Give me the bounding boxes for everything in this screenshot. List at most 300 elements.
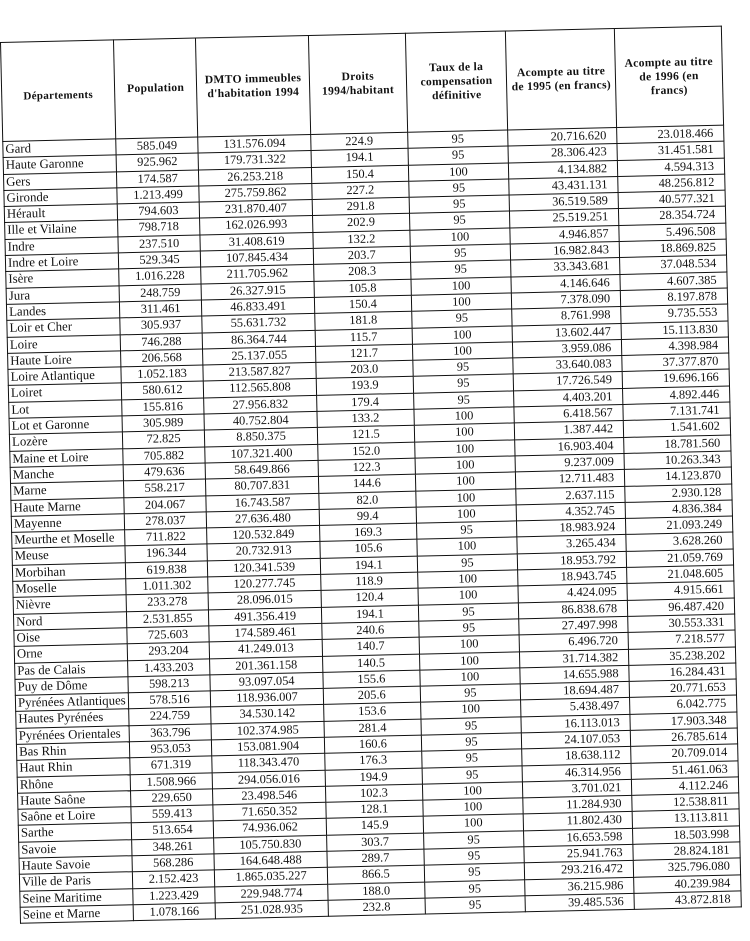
taux-cell: 100 — [412, 342, 513, 361]
table-header-row — [1, 26, 724, 141]
acompte-1996-cell: 51.461.063 — [631, 761, 738, 780]
droits-cell: 179.4 — [317, 393, 414, 411]
acompte-1995-cell: 28.306.423 — [508, 144, 617, 163]
taux-cell: 100 — [419, 651, 520, 670]
population-cell: 72.825 — [122, 430, 205, 448]
droits-cell: 240.6 — [322, 621, 419, 639]
dmto-cell: 229.948.774 — [215, 884, 328, 903]
departement-name: Hérault — [4, 204, 117, 223]
droits-cell: 115.7 — [315, 328, 412, 346]
acompte-1995-cell: 4.134.882 — [509, 160, 618, 179]
population-cell: 580.612 — [121, 381, 204, 399]
acompte-1995-cell: 6.418.567 — [514, 405, 623, 424]
departement-name: Nord — [13, 611, 126, 630]
departement-name: Orne — [14, 644, 127, 663]
droits-cell: 176.3 — [325, 751, 422, 769]
taux-cell: 95 — [407, 130, 508, 149]
dmto-cell: 26.327.915 — [201, 281, 314, 300]
acompte-1996-cell: 15.113.830 — [621, 321, 728, 340]
acompte-1996-cell: 6.042.775 — [630, 695, 737, 714]
acompte-1995-cell: 24.107.053 — [522, 730, 631, 749]
acompte-1995-cell: 8.761.998 — [512, 307, 621, 326]
acompte-1996-cell: 43.872.818 — [634, 891, 741, 910]
taux-cell: 100 — [423, 814, 524, 833]
departement-name: Meurthe et Moselle — [12, 530, 125, 549]
dmto-cell: 211.705.962 — [201, 265, 314, 284]
acompte-1995-cell: 16.982.843 — [510, 242, 619, 261]
acompte-1996-cell: 13.113.811 — [632, 809, 739, 828]
header-dmto: DMTO immeubles d'habitation 1994 — [196, 35, 311, 137]
droits-cell: 120.4 — [321, 588, 418, 606]
header-population: Population — [113, 38, 197, 139]
population-cell: 953.053 — [129, 740, 212, 758]
population-cell: 479.636 — [123, 463, 206, 481]
acompte-1995-cell: 18.953.792 — [518, 551, 627, 570]
droits-cell: 105.6 — [320, 540, 417, 558]
taux-cell: 100 — [414, 423, 515, 442]
acompte-1995-cell: 14.655.988 — [520, 665, 629, 684]
taux-cell: 100 — [411, 277, 512, 296]
acompte-1995-cell: 4.424.095 — [518, 584, 627, 603]
dmto-cell: 107.845.434 — [200, 249, 313, 268]
acompte-1996-cell: 5.496.508 — [619, 223, 726, 242]
droits-cell: 303.7 — [327, 833, 424, 851]
departement-name: Gers — [3, 171, 116, 190]
taux-cell: 95 — [423, 831, 524, 850]
acompte-1995-cell: 18.983.924 — [517, 519, 626, 538]
taux-cell: 100 — [408, 163, 509, 182]
departement-name: Isère — [6, 269, 119, 288]
dmto-cell: 8.850.375 — [204, 428, 317, 447]
droits-cell: 150.4 — [312, 165, 409, 183]
taux-cell: 100 — [417, 537, 518, 556]
acompte-1996-cell: 21.093.249 — [626, 516, 733, 535]
taux-cell: 95 — [408, 146, 509, 165]
taux-cell: 95 — [424, 863, 525, 882]
acompte-1996-cell: 3.628.260 — [626, 532, 733, 551]
taux-cell: 100 — [411, 293, 512, 312]
header-droits: Droits 1994/habitant — [309, 33, 408, 134]
acompte-1996-cell: 40.577.321 — [618, 190, 725, 209]
departement-name: Ville de Paris — [19, 872, 132, 891]
acompte-1995-cell: 36.519.589 — [509, 193, 618, 212]
acompte-1996-cell: 21.059.769 — [626, 549, 733, 568]
acompte-1995-cell: 33.343.681 — [511, 258, 620, 277]
population-cell: 224.759 — [129, 707, 212, 725]
departement-name: Gironde — [4, 188, 117, 207]
droits-cell: 169.3 — [320, 523, 417, 541]
droits-cell: 150.4 — [314, 295, 411, 313]
dmto-cell: 105.750.830 — [214, 835, 327, 854]
acompte-1996-cell: 16.284.431 — [629, 663, 736, 682]
acompte-1996-cell: 4.112.246 — [632, 777, 739, 796]
departement-name: Savoie — [19, 839, 132, 858]
acompte-1996-cell: 21.048.605 — [627, 565, 734, 584]
acompte-1995-cell: 4.352.745 — [516, 502, 625, 521]
dmto-cell: 55.631.732 — [202, 314, 315, 333]
taux-cell: 95 — [413, 391, 514, 410]
taux-cell: 95 — [409, 195, 510, 214]
departement-name: Haute Savoie — [19, 856, 132, 875]
acompte-1996-cell: 30.553.331 — [628, 614, 735, 633]
acompte-1995-cell: 1.387.442 — [515, 421, 624, 440]
population-cell: 155.816 — [122, 398, 205, 416]
population-cell: 619.838 — [125, 561, 208, 579]
departement-name: Haut Rhin — [17, 758, 130, 777]
taux-cell: 100 — [416, 505, 517, 524]
droits-cell: 281.4 — [324, 719, 421, 737]
dmto-cell: 27.636.480 — [206, 509, 319, 528]
droits-cell: 181.8 — [315, 312, 412, 330]
header-acompte-1996: Acompte au titre de 1996 (en francs) — [614, 26, 723, 127]
population-cell: 363.796 — [129, 724, 212, 742]
acompte-1995-cell: 4.403.201 — [514, 388, 623, 407]
departement-name: Saône et Loire — [18, 807, 131, 826]
dmto-cell: 162.026.993 — [200, 216, 313, 235]
dmto-cell: 153.081.904 — [212, 737, 325, 756]
droits-cell: 227.2 — [312, 181, 409, 199]
dmto-cell: 102.374.985 — [211, 721, 324, 740]
departement-name: Maine et Loire — [10, 448, 123, 467]
dmto-cell: 118.343.470 — [212, 754, 325, 773]
acompte-1995-cell: 25.941.763 — [524, 844, 633, 863]
header-taux: Taux de la compensation définitive — [405, 31, 508, 132]
departement-name: Hautes Pyrénées — [16, 709, 129, 728]
acompte-1996-cell: 18.781.560 — [624, 435, 731, 454]
departement-name: Rhône — [17, 774, 130, 793]
droits-cell: 105.8 — [314, 279, 411, 297]
acompte-1995-cell: 18.694.487 — [520, 681, 629, 700]
population-cell: 705.882 — [123, 447, 206, 465]
dmto-cell: 174.589.461 — [209, 623, 322, 642]
acompte-1995-cell: 5.438.497 — [521, 698, 630, 717]
acompte-1996-cell: 4.892.446 — [623, 386, 730, 405]
acompte-1995-cell: 20.716.620 — [508, 128, 617, 147]
taux-cell: 95 — [413, 374, 514, 393]
population-cell: 293.204 — [127, 642, 210, 660]
droits-cell: 208.3 — [314, 263, 411, 281]
droits-cell: 194.1 — [311, 149, 408, 167]
departement-name: Sarthe — [18, 823, 131, 842]
taux-cell: 95 — [416, 521, 517, 540]
dmto-cell: 1.865.035.227 — [214, 868, 327, 887]
droits-cell: 160.6 — [324, 735, 421, 753]
acompte-1996-cell: 40.239.984 — [634, 875, 741, 894]
dmto-cell: 213.587.827 — [203, 363, 316, 382]
acompte-1996-cell: 48.256.812 — [618, 174, 725, 193]
acompte-1995-cell: 27.497.998 — [519, 616, 628, 635]
dmto-cell: 179.731.322 — [198, 151, 311, 170]
acompte-1996-cell: 26.785.614 — [630, 728, 737, 747]
acompte-1996-cell: 28.824.181 — [633, 842, 740, 861]
dmto-cell: 34.530.142 — [211, 705, 324, 724]
acompte-1996-cell: 17.903.348 — [630, 712, 737, 731]
dmto-cell: 120.277.745 — [208, 574, 321, 593]
droits-cell: 153.6 — [324, 703, 421, 721]
acompte-1995-cell: 36.215.986 — [525, 877, 634, 896]
population-cell: 233.278 — [126, 593, 209, 611]
droits-cell: 203.7 — [313, 246, 410, 264]
taux-cell: 100 — [417, 570, 518, 589]
departement-name: Pas de Calais — [15, 660, 128, 679]
population-cell: 568.286 — [132, 854, 215, 872]
taux-cell: 95 — [421, 733, 522, 752]
droits-cell: 133.2 — [317, 409, 414, 427]
population-cell: 1.016.228 — [119, 267, 202, 285]
droits-cell: 232.8 — [328, 898, 425, 916]
dmto-cell: 25.137.055 — [203, 346, 316, 365]
population-cell: 206.568 — [121, 349, 204, 367]
acompte-1996-cell: 325.796.080 — [633, 858, 740, 877]
acompte-1995-cell: 3.959.086 — [513, 339, 622, 358]
dmto-cell: 201.361.158 — [210, 656, 323, 675]
acompte-1996-cell: 35.238.202 — [629, 646, 736, 665]
population-cell: 1.508.966 — [130, 772, 213, 790]
acompte-1996-cell: 2.930.128 — [625, 484, 732, 503]
population-cell: 2.531.855 — [126, 610, 209, 628]
departement-name: Oise — [14, 628, 127, 647]
acompte-1996-cell: 4.915.661 — [627, 581, 734, 600]
droits-cell: 82.0 — [319, 491, 416, 509]
departement-name: Loiret — [8, 383, 121, 402]
taux-cell: 95 — [424, 847, 525, 866]
dmto-cell: 120.341.539 — [207, 558, 320, 577]
dmto-cell: 74.936.062 — [213, 819, 326, 838]
acompte-1996-cell: 8.197.878 — [620, 288, 727, 307]
dmto-cell: 41.249.013 — [209, 640, 322, 659]
departement-name: Lozère — [9, 432, 122, 451]
droits-cell: 194.1 — [320, 556, 417, 574]
taux-cell: 95 — [410, 244, 511, 263]
departement-name: Morbihan — [12, 563, 125, 582]
droits-cell: 291.8 — [312, 197, 409, 215]
document-page — [0, 25, 750, 924]
acompte-1996-cell: 4.594.313 — [617, 158, 724, 177]
departements-table — [0, 26, 742, 924]
dmto-cell: 107.321.400 — [205, 444, 318, 463]
departement-name: Moselle — [13, 579, 126, 598]
acompte-1995-cell: 43.431.131 — [509, 176, 618, 195]
droits-cell: 145.9 — [326, 817, 423, 835]
droits-cell: 102.3 — [326, 784, 423, 802]
acompte-1995-cell: 293.216.472 — [525, 861, 634, 880]
acompte-1995-cell: 16.653.598 — [524, 828, 633, 847]
population-cell: 798.718 — [118, 218, 201, 236]
population-cell: 1.433.203 — [128, 658, 211, 676]
acompte-1995-cell: 4.146.646 — [511, 274, 620, 293]
acompte-1995-cell: 16.113.013 — [521, 714, 630, 733]
acompte-1996-cell: 96.487.420 — [627, 598, 734, 617]
acompte-1995-cell: 39.485.536 — [525, 893, 634, 912]
taux-cell: 100 — [412, 326, 513, 345]
acompte-1995-cell: 12.711.483 — [516, 470, 625, 489]
population-cell: 1.011.302 — [126, 577, 209, 595]
acompte-1995-cell: 33.640.083 — [513, 356, 622, 375]
population-cell: 229.650 — [130, 789, 213, 807]
population-cell: 2.152.423 — [132, 870, 215, 888]
population-cell: 598.213 — [128, 675, 211, 693]
taux-cell: 95 — [420, 684, 521, 703]
droits-cell: 152.0 — [318, 442, 415, 460]
departement-name: Nièvre — [13, 595, 126, 614]
taux-cell: 100 — [415, 456, 516, 475]
taux-cell: 100 — [422, 782, 523, 801]
droits-cell: 205.6 — [323, 686, 420, 704]
population-cell: 794.603 — [117, 202, 200, 220]
taux-cell: 95 — [408, 179, 509, 198]
acompte-1996-cell: 7.131.741 — [623, 402, 730, 421]
departement-name: Mayenne — [11, 514, 124, 533]
acompte-1996-cell: 19.696.166 — [622, 369, 729, 388]
dmto-cell: 23.498.546 — [213, 786, 326, 805]
droits-cell: 140.5 — [323, 654, 420, 672]
taux-cell: 95 — [409, 211, 510, 230]
population-cell: 578.516 — [128, 691, 211, 709]
dmto-cell: 20.732.913 — [207, 542, 320, 561]
population-cell: 1.052.183 — [121, 365, 204, 383]
dmto-cell: 40.752.804 — [204, 411, 317, 430]
dmto-cell: 231.870.407 — [199, 200, 312, 219]
population-cell: 746.288 — [120, 333, 203, 351]
taux-cell: 95 — [425, 896, 526, 915]
dmto-cell: 80.707.831 — [206, 477, 319, 496]
acompte-1996-cell: 37.048.534 — [620, 255, 727, 274]
population-cell: 558.217 — [123, 479, 206, 497]
dmto-cell: 251.028.935 — [215, 900, 328, 919]
dmto-cell: 118.936.007 — [210, 688, 323, 707]
dmto-cell: 491.356.419 — [209, 607, 322, 626]
droits-cell: 202.9 — [313, 214, 410, 232]
departement-name: Lot — [9, 400, 122, 419]
population-cell: 925.962 — [116, 153, 199, 171]
acompte-1996-cell: 4.836.384 — [625, 500, 732, 519]
droits-cell: 140.7 — [322, 637, 419, 655]
taux-cell: 95 — [411, 309, 512, 328]
population-cell: 311.461 — [119, 300, 202, 318]
taux-cell: 95 — [418, 619, 519, 638]
departement-name: Manche — [10, 465, 123, 484]
acompte-1995-cell: 16.903.404 — [515, 437, 624, 456]
acompte-1995-cell: 11.802.430 — [523, 812, 632, 831]
population-cell: 513.654 — [131, 821, 214, 839]
departement-name: Haute Saône — [18, 791, 131, 810]
population-cell: 1.078.166 — [133, 903, 216, 921]
departement-name: Haute Loire — [8, 351, 121, 370]
dmto-cell: 112.565.808 — [203, 379, 316, 398]
population-cell: 204.067 — [124, 495, 207, 513]
dmto-cell: 46.833.491 — [202, 297, 315, 316]
acompte-1995-cell: 46.314.956 — [522, 763, 631, 782]
taux-cell: 100 — [418, 586, 519, 605]
acompte-1996-cell: 4.398.984 — [622, 337, 729, 356]
acompte-1996-cell: 12.538.811 — [632, 793, 739, 812]
departement-name: Pyrénées Orientales — [16, 725, 129, 744]
acompte-1995-cell: 13.602.447 — [512, 323, 621, 342]
taux-cell: 95 — [417, 554, 518, 573]
population-cell: 174.587 — [116, 170, 199, 188]
taux-cell: 95 — [412, 358, 513, 377]
droits-cell: 224.9 — [311, 132, 408, 150]
population-cell: 1.213.499 — [117, 186, 200, 204]
droits-cell: 194.9 — [325, 768, 422, 786]
departement-name: Loire Atlantique — [8, 367, 121, 386]
acompte-1995-cell: 3.265.434 — [517, 535, 626, 554]
acompte-1996-cell: 10.263.343 — [624, 451, 731, 470]
dmto-cell: 58.649.866 — [205, 460, 318, 479]
droits-cell: 122.3 — [318, 458, 415, 476]
droits-cell: 203.0 — [316, 360, 413, 378]
dmto-cell: 16.743.587 — [206, 493, 319, 512]
acompte-1995-cell: 2.637.115 — [516, 486, 625, 505]
acompte-1996-cell: 23.018.466 — [617, 125, 724, 144]
departement-name: Ille et Vilaine — [5, 220, 118, 239]
population-cell: 305.989 — [122, 414, 205, 432]
departement-name: Meuse — [12, 546, 125, 565]
acompte-1995-cell: 11.284.930 — [523, 796, 632, 815]
departement-name: Loire — [7, 334, 120, 353]
taux-cell: 95 — [418, 602, 519, 621]
acompte-1996-cell: 18.869.825 — [619, 239, 726, 258]
population-cell: 305.937 — [120, 316, 203, 334]
droits-cell: 118.9 — [321, 572, 418, 590]
dmto-cell: 131.576.094 — [198, 134, 311, 153]
taux-cell: 100 — [415, 488, 516, 507]
acompte-1996-cell: 20.709.014 — [631, 744, 738, 763]
taux-cell: 95 — [422, 765, 523, 784]
population-cell: 725.603 — [127, 626, 210, 644]
droits-cell: 188.0 — [328, 882, 425, 900]
population-cell: 237.510 — [118, 235, 201, 253]
population-cell: 671.319 — [130, 756, 213, 774]
population-cell: 559.413 — [131, 805, 214, 823]
dmto-cell: 71.650.352 — [213, 802, 326, 821]
population-cell: 711.822 — [125, 528, 208, 546]
taux-cell: 100 — [420, 700, 521, 719]
taux-cell: 95 — [410, 260, 511, 279]
departement-name: Indre — [5, 237, 118, 256]
taux-cell: 95 — [424, 879, 525, 898]
dmto-cell: 26.253.218 — [199, 167, 312, 186]
departement-name: Haute Marne — [11, 497, 124, 516]
acompte-1995-cell: 9.237.009 — [515, 453, 624, 472]
dmto-cell: 93.097.054 — [210, 672, 323, 691]
departement-name: Lot et Garonne — [9, 416, 122, 435]
acompte-1995-cell: 18.943.745 — [518, 567, 627, 586]
acompte-1996-cell: 31.451.581 — [617, 141, 724, 160]
departement-name: Jura — [6, 286, 119, 305]
population-cell: 1.223.429 — [133, 886, 216, 904]
acompte-1996-cell: 18.503.998 — [633, 826, 740, 845]
acompte-1995-cell: 31.714.382 — [520, 649, 629, 668]
acompte-1995-cell: 17.726.549 — [513, 372, 622, 391]
taux-cell: 100 — [419, 668, 520, 687]
acompte-1996-cell: 4.607.385 — [620, 272, 727, 291]
dmto-cell: 120.532.849 — [207, 525, 320, 544]
acompte-1996-cell: 20.771.653 — [629, 679, 736, 698]
population-cell: 529.345 — [118, 251, 201, 269]
departement-name: Seine et Marne — [20, 905, 133, 924]
taux-cell: 95 — [421, 749, 522, 768]
dmto-cell: 86.364.744 — [202, 330, 315, 349]
acompte-1995-cell: 86.838.678 — [519, 600, 628, 619]
departement-name: Marne — [11, 481, 124, 500]
table-body — [3, 125, 742, 923]
acompte-1996-cell: 14.123.870 — [624, 467, 731, 486]
departement-name: Pyrénées Atlantiques — [15, 693, 128, 712]
departement-name: Haute Garonne — [3, 155, 116, 174]
droits-cell: 132.2 — [313, 230, 410, 248]
dmto-cell: 164.648.488 — [214, 851, 327, 870]
